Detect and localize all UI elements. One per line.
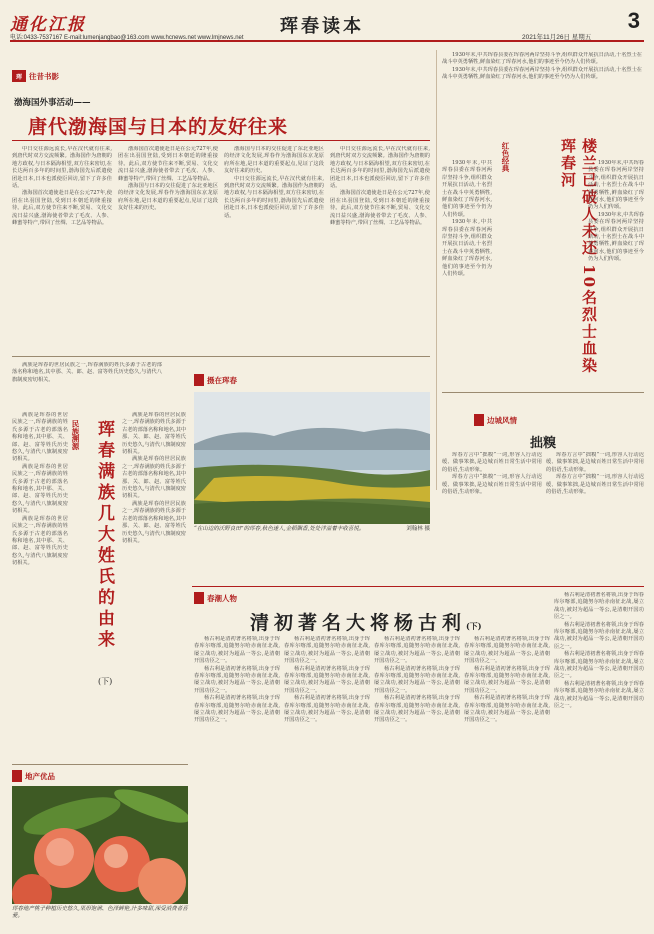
- paragraph: 满族是珲春的世居民族之一,珲春满族的姓氏多源于古老的部落名称和地名,其中那、关、郎、赵、富等姓氏历史悠久,与清代八旗制度密切相关。: [122, 500, 186, 544]
- paragraph: 杨古利是清初著名将领,出身于珲春库尔喀部,追随努尔哈赤南征北战,屡立战功,被封为超品一等公,是清朝开国功臣之一。: [554, 621, 644, 650]
- right-feature-headline: 楼兰已破人未还 10名烈士血染珲春河: [559, 138, 598, 375]
- tag-label: 地产优品: [25, 771, 55, 781]
- contact-line: 电话:0433-7537167 E-mail:lumenjangbao@163.com www.hcnews.net www.lmjnews.net: [10, 35, 244, 41]
- section-title: 珲春读本: [280, 16, 364, 37]
- top-article-kicker: 渤海国外事活动——: [14, 98, 91, 108]
- tag-label: 春潮人物: [207, 593, 237, 603]
- camera-icon: [194, 374, 204, 386]
- bottom-article-headline: [250, 608, 482, 635]
- paragraph: 中日交往源远流长,早在汉代就有往来,到唐代时双方交流频繁。渤海国作为唐朝的地方政权,与日本隔海相望,双方往来密切,在长达两百多年的时间里,渤海国先后派遣使团赴日本,日本也派使臣回访,留下了许多佳话。: [330, 146, 430, 190]
- bottom-article-col-1: [194, 636, 280, 926]
- paragraph: 珲春方言中“拙糗”一词,形容人行动迟缓、做事笨拙,是边城百姓日常生活中常用的俗语,生动形象。: [442, 452, 542, 473]
- paragraph: 杨古利是清初著名将领,出身于珲春库尔喀部,追随努尔哈赤南征北战,屡立战功,被封为超品一等公,是清朝开国功臣之一。: [284, 695, 370, 724]
- tag-label: 边城风情: [487, 415, 517, 425]
- paragraph: 杨古利是清初著名将领,出身于珲春库尔喀部,追随努尔哈赤南征北战,屡立战功,被封为超品一等公,是清朝开国功臣之一。: [554, 651, 644, 680]
- surname-part: (下): [98, 677, 113, 686]
- top-article-headline: 唐代渤海国与日本的友好往来: [28, 116, 289, 138]
- paragraph: 杨古利是清初著名将领,出身于珲春库尔喀部,追随努尔哈赤南征北战,屡立战功,被封为超品一等公,是清朝开国功臣之一。: [374, 695, 460, 724]
- paragraph: 满族是珲春的世居民族之一,珲春满族的姓氏多源于古老的部落名称和地名,其中那、关、郎、赵、富等姓氏历史悠久,与清代八旗制度密切相关。: [122, 456, 186, 500]
- paragraph: 渤海国首次遣使赴日是在公元727年,使团在出羽国登陆,受到日本朝廷的隆重接待。此后,双方使节往来不断,贸易、文化交流日益兴盛,渤海使者带去了毛皮、人参、蜂蜜等特产,带回了丝绸、工艺品等物品。: [12, 190, 112, 227]
- paragraph: 杨古利是清初著名将领,出身于珲春库尔喀部,追随努尔哈赤南征北战,屡立战功,被封为超品一等公,是清朝开国功臣之一。: [284, 665, 370, 694]
- proverb-col-2: [546, 452, 644, 582]
- paragraph: 杨古利是清初著名将领,出身于珲春库尔喀部,追随努尔哈赤南征北战,屡立战功,被封为超品一等公,是清朝开国功臣之一。: [194, 695, 280, 724]
- paragraph: 杨古利是清初著名将领,出身于珲春库尔喀部,追随努尔哈赤南征北战,屡立战功,被封为超品一等公,是清朝开国功臣之一。: [374, 665, 460, 694]
- paragraph: 珲春方言中“拙糗”一词,形容人行动迟缓、做事笨拙,是边城百姓日常生活中常用的俗语,生动形象。: [546, 452, 644, 473]
- surname-intro: [12, 362, 162, 412]
- section-rule: [192, 586, 644, 587]
- photo-caption: [194, 526, 430, 533]
- photo-tag: [194, 374, 237, 386]
- surname-tag: [70, 420, 81, 450]
- paragraph: 杨古利是清初著名将领,出身于珲春库尔喀部,追随努尔哈赤南征北战,屡立战功,被封为超品一等公,是清朝开国功臣之一。: [464, 695, 550, 724]
- column-divider: [436, 50, 437, 490]
- tag-label: 摄在珲春: [207, 375, 237, 385]
- paragraph: 1930年末,中共珲春县委在珲春河两岸坚持斗争,组织群众开展抗日活动,十名烈士在战斗中英勇牺牲,鲜血染红了珲春河水,他们的事迹至今仍为人们传颂。: [442, 52, 642, 66]
- tag-icon: 珲: [12, 70, 26, 82]
- right-feature-col-2: [588, 160, 644, 390]
- paragraph: 杨古利是清初著名将领,出身于珲春库尔喀部,追随努尔哈赤南征北战,屡立战功,被封为超品一等公,是清朝开国功臣之一。: [374, 636, 460, 665]
- paragraph: 满族是珲春的世居民族之一,珲春满族的姓氏多源于古老的部落名称和地名,其中那、关、郎、赵、富等姓氏历史悠久,与清代八旗制度密切相关。: [12, 463, 68, 515]
- caption-text: “在山边的沃野良田”的珲春,秋色迷人,金稻飘香,处处洋溢着丰收喜悦。: [194, 526, 365, 532]
- paragraph: 渤海国首次遣使赴日是在公元727年,使团在出羽国登陆,受到日本朝廷的隆重接待。此后,双方使节往来不断,贸易、文化交流日益兴盛,渤海使者带去了毛皮、人参、蜂蜜等特产,带回了丝绸、工艺品等物品。: [330, 190, 430, 227]
- bottom-article-col-2: [284, 636, 370, 926]
- paragraph: 1930年末,中共珲春县委在珲春河两岸坚持斗争,组织群众开展抗日活动,十名烈士在战斗中英勇牺牲,鲜血染红了珲春河水,他们的事迹至今仍为人们传颂。: [442, 219, 492, 278]
- bottom-article-col-5: [554, 592, 644, 926]
- top-article-tag: [12, 70, 59, 82]
- paragraph: 渤海国与日本的交往促进了东北亚地区的经济文化发展,珲春作为渤海国东京龙原府所在地,是日本道的重要起点,见证了这段友好往来的历史。: [118, 183, 218, 212]
- rule: [12, 764, 188, 765]
- peach-photo: [12, 786, 188, 904]
- paragraph: 珲春方言中“拙糗”一词,形容人行动迟缓、做事笨拙,是边城百姓日常生活中常用的俗语,生动形象。: [442, 474, 542, 496]
- tag-label: 民族溯源: [71, 420, 80, 450]
- right-feature-top-text: [442, 52, 642, 142]
- dateline: 2021年11月26日 星期五: [522, 34, 592, 41]
- paragraph: 满族是珲春的世居民族之一,珲春满族的姓氏多源于古老的部落名称和地名,其中那、关、郎、赵、富等姓氏历史悠久,与清代八旗制度密切相关。: [12, 412, 68, 463]
- tag-icon: [12, 770, 22, 782]
- landscape-photo: [194, 392, 430, 524]
- paragraph: 渤海国与日本的交往促进了东北亚地区的经济文化发展,珲春作为渤海国东京龙原府所在地,是日本道的重要起点,见证了这段友好往来的历史。: [224, 146, 324, 175]
- top-article-col-3: [224, 146, 324, 351]
- proverb-tag: [474, 414, 517, 426]
- paragraph: 杨古利是清初著名将领,出身于珲春库尔喀部,追随努尔哈赤南征北战,屡立战功,被封为超品一等公,是清朝开国功臣之一。: [554, 680, 644, 710]
- paragraph: 1930年末,中共珲春县委在珲春河两岸坚持斗争,组织群众开展抗日活动,十名烈士在战斗中英勇牺牲,鲜血染红了珲春河水,他们的事迹至今仍为人们传颂。: [442, 160, 492, 218]
- paragraph: 满族是珲春的世居民族之一,珲春满族的姓氏多源于古老的部落名称和地名,其中那、关、郎、赵、富等姓氏历史悠久,与清代八旗制度密切相关。: [12, 362, 162, 383]
- top-article-col-1: [12, 146, 112, 351]
- bottom-article-col-4: [464, 636, 550, 926]
- masthead: [10, 6, 644, 42]
- proverb-headline: 拙糗: [530, 436, 557, 451]
- page-number: 3: [627, 8, 640, 33]
- landscape-illustration: [194, 392, 430, 524]
- newspaper-logo: 通化江报: [10, 15, 86, 35]
- bottom-article-tag: [194, 592, 237, 604]
- paragraph: 杨古利是清初著名将领,出身于珲春库尔喀部,追随努尔哈赤南征北战,屡立战功,被封为超品一等公,是清朝开国功臣之一。: [464, 636, 550, 665]
- tag-label: 往昔书影: [29, 71, 59, 81]
- paragraph: 杨古利是清初著名将领,出身于珲春库尔喀部,追随努尔哈赤南征北战,屡立战功,被封为超品一等公,是清朝开国功臣之一。: [194, 636, 280, 665]
- headline-part: (下): [466, 621, 482, 631]
- rule: [442, 392, 644, 393]
- paragraph: 杨古利是清初著名将领,出身于珲春库尔喀部,追随努尔哈赤南征北战,屡立战功,被封为超品一等公,是清朝开国功臣之一。: [194, 665, 280, 694]
- headline-rule: [12, 140, 430, 141]
- rule: [12, 356, 430, 357]
- headline-text: 清初著名大将杨古利: [250, 612, 467, 634]
- top-article-col-2: [118, 146, 218, 351]
- right-feature-tag: [500, 142, 511, 172]
- bottom-article-col-3: [374, 636, 460, 926]
- paragraph: 1930年末,中共珲春县委在珲春河两岸坚持斗争,组织群众开展抗日活动,十名烈士在战斗中英勇牺牲,鲜血染红了珲春河水,他们的事迹至今仍为人们传颂。: [588, 160, 644, 211]
- right-feature-col-1: [442, 160, 492, 390]
- peach-illustration: [12, 786, 188, 904]
- peach-caption: 珲春地产桃子种植历史悠久,果形饱满、色泽鲜艳,汁多味甜,深受消费者喜爱。: [12, 906, 188, 919]
- paragraph: 杨古利是清初著名将领,出身于珲春库尔喀部,追随努尔哈赤南征北战,屡立战功,被封为超品一等公,是清朝开国功臣之一。: [464, 665, 550, 694]
- paragraph: 杨古利是清初著名将领,出身于珲春库尔喀部,追随努尔哈赤南征北战,屡立战功,被封为超品一等公,是清朝开国功臣之一。: [284, 636, 370, 665]
- paragraph: 满族是珲春的世居民族之一,珲春满族的姓氏多源于古老的部落名称和地名,其中那、关、郎、赵、富等姓氏历史悠久,与清代八旗制度密切相关。: [122, 412, 186, 456]
- tag-label: 红色经典: [501, 142, 510, 172]
- tag-icon: [474, 414, 484, 426]
- paragraph: 中日交往源远流长,早在汉代就有往来,到唐代时双方交流频繁。渤海国作为唐朝的地方政权,与日本隔海相望,双方往来密切,在长达两百多年的时间里,渤海国先后派遣使团赴日本,日本也派使臣回访,留下了许多佳话。: [224, 175, 324, 219]
- tag-icon: [194, 592, 204, 604]
- proverb-col-1: [442, 452, 542, 582]
- paragraph: 满族是珲春的世居民族之一,珲春满族的姓氏多源于古老的部落名称和地名,其中那、关、郎、赵、富等姓氏历史悠久,与清代八旗制度密切相关。: [12, 515, 68, 567]
- paragraph: 渤海国首次遣使赴日是在公元727年,使团在出羽国登陆,受到日本朝廷的隆重接待。此后,双方使节往来不断,贸易、文化交流日益兴盛,渤海使者带去了毛皮、人参、蜂蜜等特产,带回了丝绸、工艺品等物品。: [118, 146, 218, 182]
- surname-col-1: [12, 412, 68, 762]
- surname-headline: 珲春满族几大姓氏的由来: [94, 420, 114, 651]
- paragraph: 1930年末,中共珲春县委在珲春河两岸坚持斗争,组织群众开展抗日活动,十名烈士在战斗中英勇牺牲,鲜血染红了珲春河水,他们的事迹至今仍为人们传颂。: [442, 66, 642, 81]
- paragraph: 中日交往源远流长,早在汉代就有往来,到唐代时双方交流频繁。渤海国作为唐朝的地方政权,与日本隔海相望,双方往来密切,在长达两百多年的时间里,渤海国先后派遣使团赴日本,日本也派使臣回访,留下了许多佳话。: [12, 146, 112, 190]
- peach-tag: [12, 770, 55, 782]
- paragraph: 珲春方言中“拙糗”一词,形容人行动迟缓、做事笨拙,是边城百姓日常生活中常用的俗语,生动形象。: [546, 474, 644, 496]
- surname-col-2: [122, 412, 186, 762]
- paragraph: 1930年末,中共珲春县委在珲春河两岸坚持斗争,组织群众开展抗日活动,十名烈士在战斗中英勇牺牲,鲜血染红了珲春河水,他们的事迹至今仍为人们传颂。: [588, 211, 644, 263]
- photo-credit: 刘翰林 摄: [406, 526, 430, 532]
- top-article-col-4: [330, 146, 430, 351]
- paragraph: 杨古利是清初著名将领,出身于珲春库尔喀部,追随努尔哈赤南征北战,屡立战功,被封为超品一等公,是清朝开国功臣之一。: [554, 592, 644, 621]
